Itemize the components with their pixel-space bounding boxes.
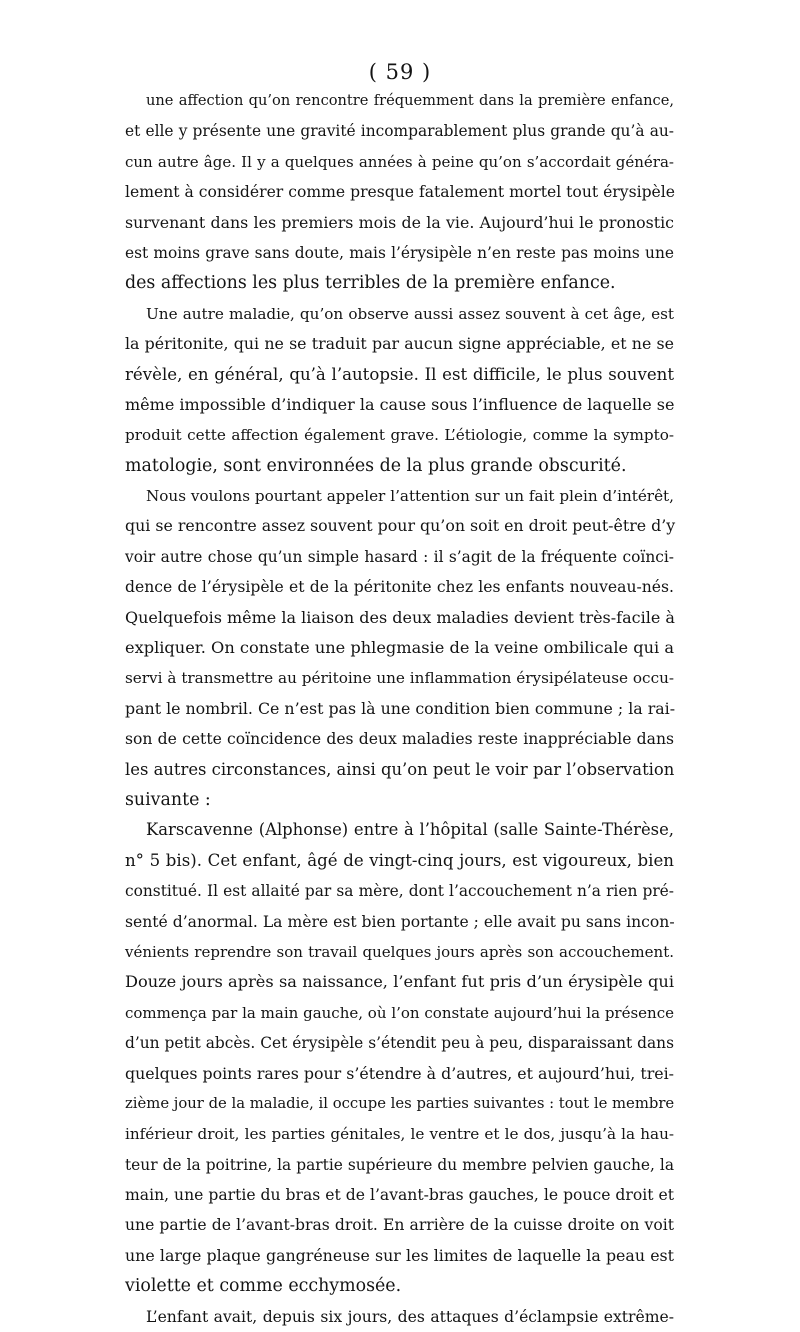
- text-line: produit cette affection également grave. L’étiologie, comme la sympto-: [125, 426, 674, 445]
- text-line: cun autre âge. Il y a quelques années à peine qu’on s’accordait généra-: [125, 152, 674, 171]
- text-line: qui se rencontre assez souvent pour qu’on soit en droit peut-être d’y: [125, 516, 676, 536]
- paragraph: [125, 86, 674, 299]
- text-line: suivante :: [125, 789, 211, 810]
- text-line: zième jour de la maladie, il occupe les parties suivantes : tout le membre: [125, 1094, 675, 1112]
- text-line: quelques points rares pour s’étendre à d’autres, et aujourd’hui, trei-: [125, 1063, 674, 1083]
- text-line: une partie de l’avant-bras droit. En arrière de la cuisse droite on voit: [125, 1216, 674, 1235]
- text-line: teur de la poitrine, la partie supérieure du membre pelvien gauche, la: [125, 1155, 674, 1174]
- text-line: Une autre maladie, qu’on observe aussi assez souvent à cet âge, est: [146, 304, 674, 323]
- text-line: n° 5 bis). Cet enfant, âgé de vingt-cinq jours, est vigoureux, bien: [125, 850, 674, 870]
- paragraph: [125, 481, 674, 815]
- text-line: même impossible d’indiquer la cause sous l’influence de laquelle se: [125, 394, 675, 414]
- page-number: ( 59 ): [368, 60, 432, 84]
- paragraph: [125, 1302, 674, 1332]
- text-line: main, une partie du bras et de l’avant-bras gauches, le pouce droit et: [125, 1186, 674, 1205]
- text-line: constitué. Il est allaité par sa mère, dont l’accouchement n’a rien pré-: [125, 882, 674, 901]
- text-line: voir autre chose qu’un simple hasard : il s’agit de la fréquente coïnci-: [125, 547, 674, 566]
- text-line: dence de l’érysipèle et de la péritonite chez les enfants nouveau-nés.: [125, 578, 674, 597]
- text-line: matologie, sont environnées de la plus grande obscurité.: [125, 455, 627, 476]
- text-line: lement à considérer comme presque fatalement mortel tout érysipèle: [125, 183, 675, 202]
- text-line: L’enfant avait, depuis six jours, des attaques d’éclampsie extrême-: [146, 1307, 674, 1326]
- text-line: et elle y présente une gravité incomparablement plus grande qu’à au-: [125, 122, 674, 141]
- text-line: une large plaque gangréneuse sur les limites de laquelle la peau est: [125, 1245, 674, 1265]
- text-line: d’un petit abcès. Cet érysipèle s’étendit peu à peu, disparaissant dans: [125, 1034, 674, 1053]
- text-line: senté d’anormal. La mère est bien portante ; elle avait pu sans incon-: [125, 912, 675, 931]
- text-line: survenant dans les premiers mois de la vie. Aujourd’hui le pronostic: [125, 212, 674, 232]
- text-line: Douze jours après sa naissance, l’enfant fut pris d’un érysipèle qui: [125, 972, 674, 992]
- text-line: expliquer. On constate une phlegmasie de la veine ombilicale qui a: [125, 638, 674, 658]
- text-line: révèle, en général, qu’à l’autopsie. Il est difficile, le plus souvent: [125, 364, 674, 384]
- text-line: des affections les plus terribles de la première enfance.: [125, 273, 616, 294]
- text-line: Karscavenne (Alphonse) entre à l’hôpital (salle Sainte-Thérèse,: [146, 820, 674, 840]
- text-line: violette et comme ecchymosée.: [125, 1276, 402, 1297]
- text-line: Nous voulons pourtant appeler l’attention sur un fait plein d’intérêt,: [146, 487, 674, 506]
- paragraph: [125, 299, 674, 481]
- text-line: la péritonite, qui ne se traduit par aucun signe appréciable, et ne se: [125, 334, 674, 354]
- text-line: est moins grave sans doute, mais l’érysipèle n’en reste pas moins une: [125, 243, 674, 262]
- text-line: commença par la main gauche, où l’on constate aujourd’hui la présence: [125, 1003, 674, 1022]
- text-line: vénients reprendre son travail quelques jours après son accouchement.: [125, 942, 674, 961]
- text-line: inférieur droit, les parties génitales, le ventre et le dos, jusqu’à la hau-: [125, 1125, 674, 1144]
- text-line: une affection qu’on rencontre fréquemment dans la première enfance,: [146, 92, 674, 109]
- body-text: [125, 86, 674, 1332]
- text-line: Quelquefois même la liaison des deux maladies devient très-facile à: [125, 607, 675, 627]
- text-line: les autres circonstances, ainsi qu’on peut le voir par l’observation: [125, 759, 675, 779]
- text-line: servi à transmettre au péritoine une inflammation érysipélateuse occu-: [125, 669, 674, 688]
- text-line: son de cette coïncidence des deux maladies reste inappréciable dans: [125, 730, 674, 749]
- paragraph: [125, 815, 674, 1301]
- text-line: pant le nombril. Ce n’est pas là une condition bien commune ; la rai-: [125, 698, 676, 718]
